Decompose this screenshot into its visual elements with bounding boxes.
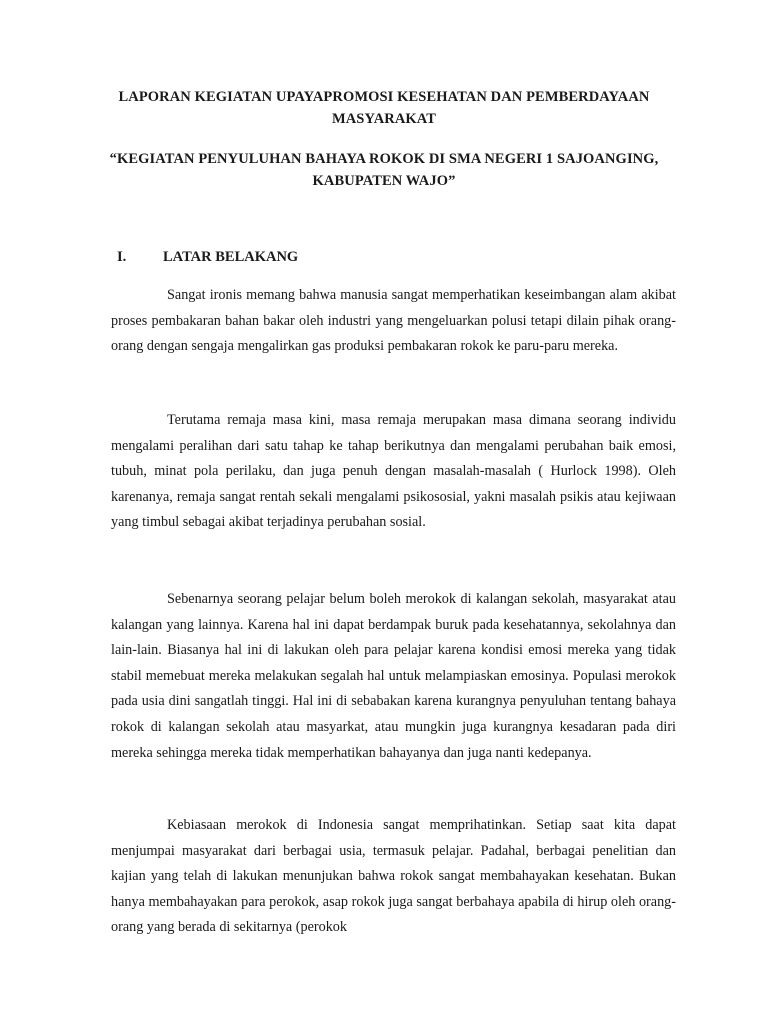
activity-subtitle xyxy=(80,148,688,192)
activity-subtitle-line-1: “KEGIATAN PENYULUHAN BAHAYA ROKOK DI SMA NEGERI 1 SAJOANGING, xyxy=(109,151,659,167)
paragraph-4: Kebiasaan merokok di Indonesia sangat memprihatinkan. Setiap saat kita dapat menjumpai masyarakat dari berbagai usia, termasuk pelajar. Padahal, berbagai penelitian dan kajian yang telah di lakukan menunjukan bahwa rokok sangat membahayakan kesehatan. Bukan hanya membahayakan para perokok, asap rokok juga sangat berbahaya apabila di hirup oleh orang-orang yang berada di sekitarnya (perokok xyxy=(111,817,676,936)
paragraph-2: Terutama remaja masa kini, masa remaja merupakan masa dimana seorang individu mengalami peralihan dari satu tahap ke tahap berikutnya dan mengalami perubahan baik emosi, tubuh, minat pola perilaku, dan juga penuh dengan masalah-masalah ( Hurlock 1998). Oleh karenanya, remaja sangat rentah sekali mengalami psikososial, yakni masalah psikis atau kejiwaan yang timbul sebagai akibat terjadinya perubahan sosial. xyxy=(111,412,676,531)
report-title xyxy=(80,86,688,130)
section-number: I. xyxy=(117,249,127,265)
paragraph-3: Sebenarnya seorang pelajar belum boleh merokok di kalangan sekolah, masyarakat atau kalangan yang lainnya. Karena hal ini dapat berdampak buruk pada kesehatannya, sekolahnya dan lain-lain. Biasanya hal ini di lakukan oleh para pelajar karena kondisi emosi mereka yang tidak stabil memebuat mereka melakukan segalah hal untuk melampiaskan emosinya. Populasi merokok pada usia dini sangatlah tinggi. Hal ini di sebabakan karena kurangnya penyuluhan tentang bahaya rokok di kalangan sekolah atau masyarkat, atau mungkin juga kurangnya kesadaran pada diri mereka sehingga mereka tidak memperhatikan bahayanya dan juga nanti kedepanya. xyxy=(111,591,676,761)
activity-subtitle-line-2: KABUPATEN WAJO” xyxy=(312,173,456,189)
section-title: LATAR BELAKANG xyxy=(163,249,299,265)
paragraph-1: Sangat ironis memang bahwa manusia sangat memperhatikan keseimbangan alam akibat proses pembakaran bahan bakar oleh industri yang mengeluarkan polusi tetapi dilain pihak orang-orang dengan sengaja mengalirkan gas produksi pembakaran rokok ke paru-paru mereka. xyxy=(111,287,676,355)
report-title-line-2: MASYARAKAT xyxy=(331,111,437,127)
section-heading xyxy=(117,246,298,268)
report-title-line-1: LAPORAN KEGIATAN UPAYAPROMOSI KESEHATAN DAN PEMBERDAYAAN xyxy=(118,89,650,105)
